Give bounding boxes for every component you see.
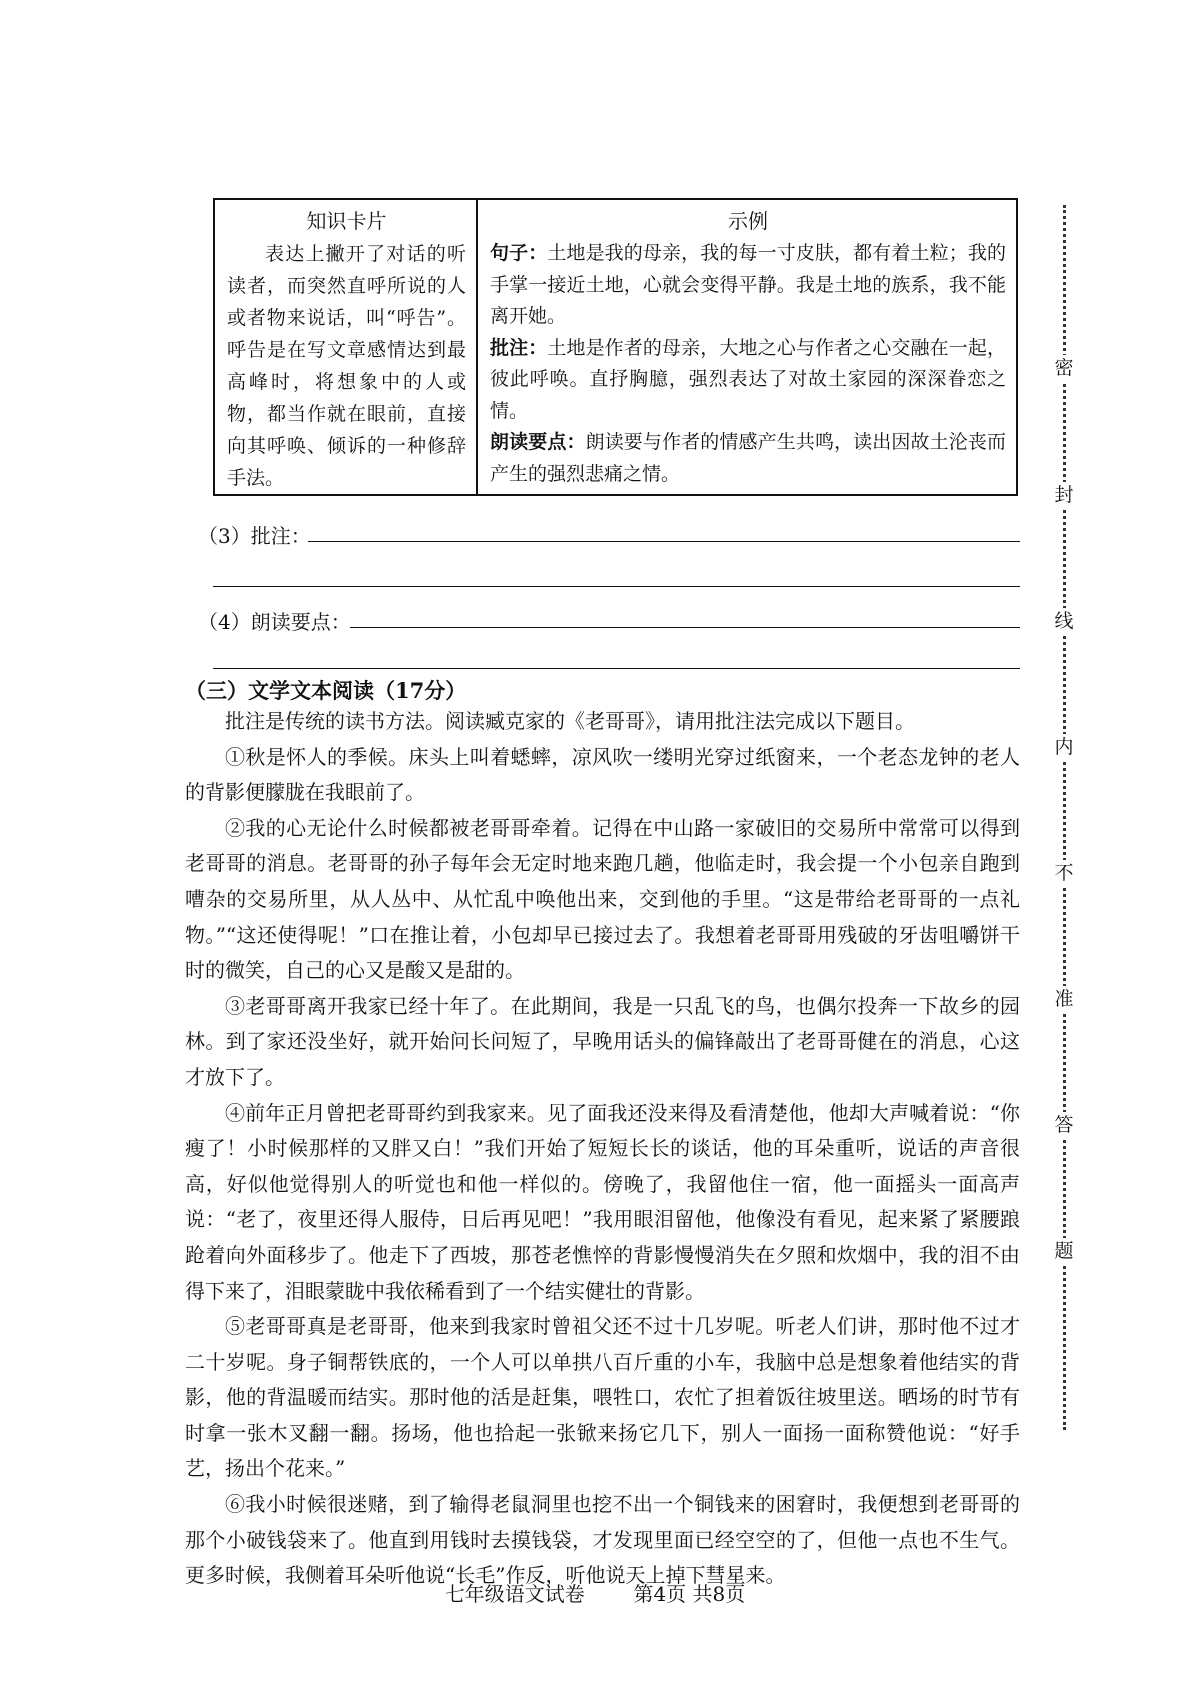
reading-passage	[185, 704, 1020, 1594]
reading-label: 朗读要点：	[490, 431, 586, 453]
q4-answer-line-1[interactable]	[350, 627, 1020, 628]
passage-paragraph-1: ①秋是怀人的季候。床头上叫着蟋蟀，凉风吹一缕明光穿过纸窗来，一个老态龙钟的老人的背影便朦胧在我眼前了。	[185, 744, 1020, 805]
example-cell	[478, 200, 1016, 494]
reading-text: 朗读要与作者的情感产生共鸣，读出因故土沦丧而产生的强烈悲痛之情。	[490, 431, 1006, 485]
binding-char-8: 题	[1050, 1238, 1078, 1264]
binding-char-6: 准	[1050, 986, 1078, 1012]
passage-paragraph-2: ②我的心无论什么时候都被老哥哥牵着。记得在中山路一家破旧的交易所中常常可以得到老哥哥的消息。老哥哥的孙子每年会无定时地来跑几趟，他临走时，我会提一个小包亲自跑到嘈杂的交易所里，从人丛中、从忙乱中唤他出来，交到他的手里。“这是带给老哥哥的一点礼物。”“这还使得呢！”口在推让着，小包却早已接过去了。我想着老哥哥用残破的牙齿咀嚼饼干时的微笑，自己的心又是酸又是甜的。	[185, 815, 1020, 983]
binding-char-7: 答	[1050, 1112, 1078, 1138]
intro-paragraph: 批注是传统的读书方法。阅读臧克家的《老哥哥》，请用批注法完成以下题目。	[225, 709, 915, 733]
binding-char-4: 内	[1050, 734, 1078, 760]
binding-char-1: 密	[1050, 355, 1078, 381]
passage-paragraph-3: ③老哥哥离开我家已经十年了。在此期间，我是一只乱飞的鸟，也偶尔投奔一下故乡的园林。到了家还没坐好，就开始问长问短了，早晚用话头的偏锋敲出了老哥哥健在的消息，心这才放下了。	[185, 993, 1020, 1089]
q3-label: （3）批注：	[198, 524, 311, 548]
sentence-label: 句子：	[490, 242, 548, 264]
binding-char-5: 不	[1050, 860, 1078, 886]
example-note	[490, 333, 1006, 428]
q3-answer-line-2[interactable]	[213, 586, 1020, 587]
q4-label: （4）朗读要点：	[198, 610, 351, 634]
section-title: （三）文学文本阅读（17分）	[185, 678, 467, 703]
binding-char-3: 线	[1050, 608, 1078, 634]
binding-char-2: 封	[1050, 482, 1078, 508]
knowledge-card-table	[213, 198, 1018, 496]
passage-paragraph-4: ④前年正月曾把老哥哥约到我家来。见了面我还没来得及看清楚他，他却大声喊着说：“你瘦了！小时候那样的又胖又白！”我们开始了短短长长的谈话，他的耳朵重听，说话的声音很高，好似他觉得别人的听觉也和他一样似的。傍晚了，我留他住一宿，他一面摇头一面高声说：“老了，夜里还得人服侍，日后再见吧！”我用眼泪留他，他像没有看见，起来紧了紧腰踉跄着向外面移步了。他走下了西坡，那苍老憔悴的背影慢慢消失在夕照和炊烟中，我的泪不由得下来了，泪眼蒙眬中我依稀看到了一个结实健壮的背影。	[185, 1100, 1020, 1303]
sentence-text: 土地是我的母亲，我的每一寸皮肤，都有着土粒；我的手掌一接近土地，心就会变得平静。我是土地的族系，我不能离开她。	[490, 242, 1006, 327]
knowledge-card-cell	[215, 200, 478, 494]
q4-answer-line-2[interactable]	[213, 668, 1020, 669]
note-text: 土地是作者的母亲，大地之心与作者之心交融在一起，彼此呼唤。直抒胸臆，强烈表达了对故土家园的深深眷恋之情。	[490, 336, 1006, 422]
footer-page-number: 第4页 共8页	[633, 1582, 746, 1606]
knowledge-card-header: 知识卡片	[306, 209, 387, 233]
example-header: 示例	[728, 209, 768, 233]
passage-paragraph-6: ⑥我小时候很迷赌，到了输得老鼠洞里也挖不出一个铜钱来的困窘时，我便想到老哥哥的那个小破钱袋来了。他直到用钱时去摸钱袋，才发现里面已经空空的了，但他一点也不生气。更多时候，我侧着耳朵听他说“长毛”作反，听他说天上掉下彗星来。	[185, 1492, 1020, 1588]
q3-answer-line-1[interactable]	[308, 541, 1020, 542]
footer-exam-title: 七年级语文试卷	[444, 1582, 585, 1606]
knowledge-card-text: 表达上撇开了对话的听读者，而突然直呼所说的人或者物来说话，叫“呼告”。呼告是在写文章感情达到最高峰时，将想象中的人或物，都当作就在眼前，直接向其呼唤、倾诉的一种修辞手法。	[227, 243, 466, 489]
passage-paragraph-5: ⑤老哥哥真是老哥哥，他来到我家时曾祖父还不过十几岁呢。听老人们讲，那时他不过才二十岁呢。身子铜帮铁底的，一个人可以单拱八百斤重的小车，我脑中总是想象着他结实的背影，他的背温暖而结实。那时他的活是赶集，喂牲口，农忙了担着饭往坡里送。晒场的时节有时拿一张木叉翻一翻。扬场，他也拾起一张锨来扬它几下，别人一面扬一面称赞他说：“好手艺，扬出个花来。”	[185, 1314, 1020, 1481]
example-sentence	[490, 238, 1006, 333]
example-reading	[490, 427, 1006, 490]
note-label: 批注：	[490, 336, 548, 359]
page-footer	[0, 1578, 1190, 1607]
